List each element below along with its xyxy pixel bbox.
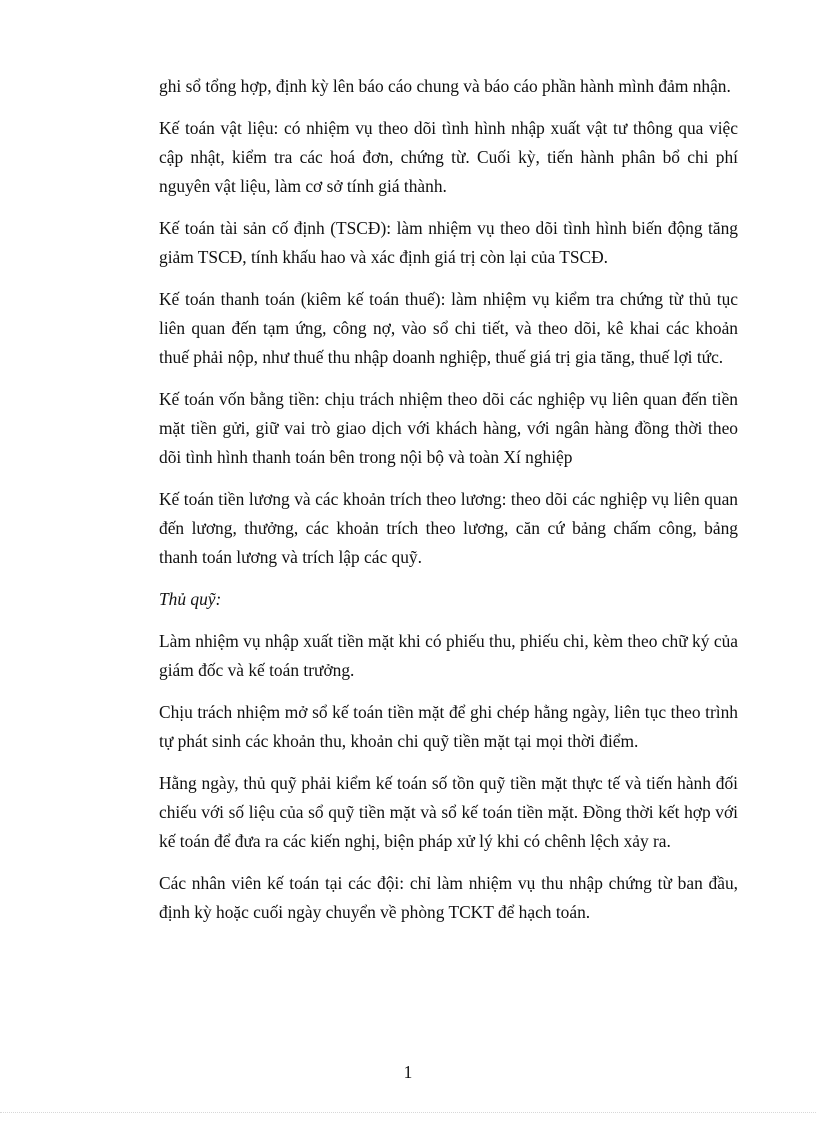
paragraph-ke-toan-tien-luong: Kế toán tiền lương và các khoản trích theo lương: theo dõi các nghiệp vụ liên quan đến lương, thưởng, các khoản trích theo lương, căn cứ bảng chấm công, bảng thanh toán lương và trích lập các quỹ. bbox=[159, 489, 738, 567]
paragraph-ke-toan-vat-lieu: Kế toán vật liệu: có nhiệm vụ theo dõi tình hình nhập xuất vật tư thông qua việc cập nhật, kiểm tra các hoá đơn, chứng từ. Cuối kỳ, tiến hành phân bổ chi phí nguyên vật liệu, làm cơ sở tính giá thành. bbox=[159, 118, 738, 196]
paragraph-thu-quy-trach-nhiem: Chịu trách nhiệm mở sổ kế toán tiền mặt để ghi chép hằng ngày, liên tục theo trình tự phát sinh các khoản thu, khoản chi quỹ tiền mặt tại mọi thời điểm. bbox=[159, 702, 738, 751]
paragraph-thu-quy-hang-ngay: Hằng ngày, thủ quỹ phải kiểm kế toán số tồn quỹ tiền mặt thực tế và tiến hành đối chiếu với số liệu của sổ quỹ tiền mặt và sổ kế toán tiền mặt. Đồng thời kết hợp với kế toán để đưa ra các kiến nghị, biện pháp xử lý khi có chênh lệch xảy ra. bbox=[159, 773, 738, 851]
subheading-thu-quy: Thủ quỹ: bbox=[159, 589, 222, 609]
paragraph-ke-toan-von-bang-tien: Kế toán vốn bằng tiền: chịu trách nhiệm theo dõi các nghiệp vụ liên quan đến tiền mặt tiền gửi, giữ vai trò giao dịch với khách hàng, với ngân hàng đồng thời theo dõi tình hình thanh toán bên trong nội bộ và toàn Xí nghiệp bbox=[159, 389, 738, 467]
paragraph-continued: ghi sổ tổng hợp, định kỳ lên báo cáo chung và báo cáo phần hành mình đảm nhận. bbox=[159, 76, 731, 96]
page-bottom-divider bbox=[0, 1112, 816, 1113]
paragraph-thu-quy-nhiem-vu: Làm nhiệm vụ nhập xuất tiền mặt khi có phiếu thu, phiếu chi, kèm theo chữ ký của giám đốc và kế toán trưởng. bbox=[159, 631, 738, 680]
paragraph-ke-toan-thanh-toan: Kế toán thanh toán (kiêm kế toán thuế): làm nhiệm vụ kiểm tra chứng từ thủ tục liên quan đến tạm ứng, công nợ, vào sổ chi tiết, và theo dõi, kê khai các khoản thuế phải nộp, như thuế thu nhập doanh nghiệp, thuế giá trị gia tăng, thuế lợi tức. bbox=[159, 289, 738, 367]
paragraph-ke-toan-tscd: Kế toán tài sản cố định (TSCĐ): làm nhiệm vụ theo dõi tình hình biến động tăng giảm TSCĐ, tính khấu hao và xác định giá trị còn lại của TSCĐ. bbox=[159, 218, 738, 267]
page-body bbox=[159, 72, 738, 940]
page-number: 1 bbox=[403, 1062, 413, 1082]
paragraph-nhan-vien-ke-toan-doi: Các nhân viên kế toán tại các đội: chỉ làm nhiệm vụ thu nhập chứng từ ban đầu, định kỳ hoặc cuối ngày chuyển về phòng TCKT để hạch toán. bbox=[159, 873, 738, 922]
